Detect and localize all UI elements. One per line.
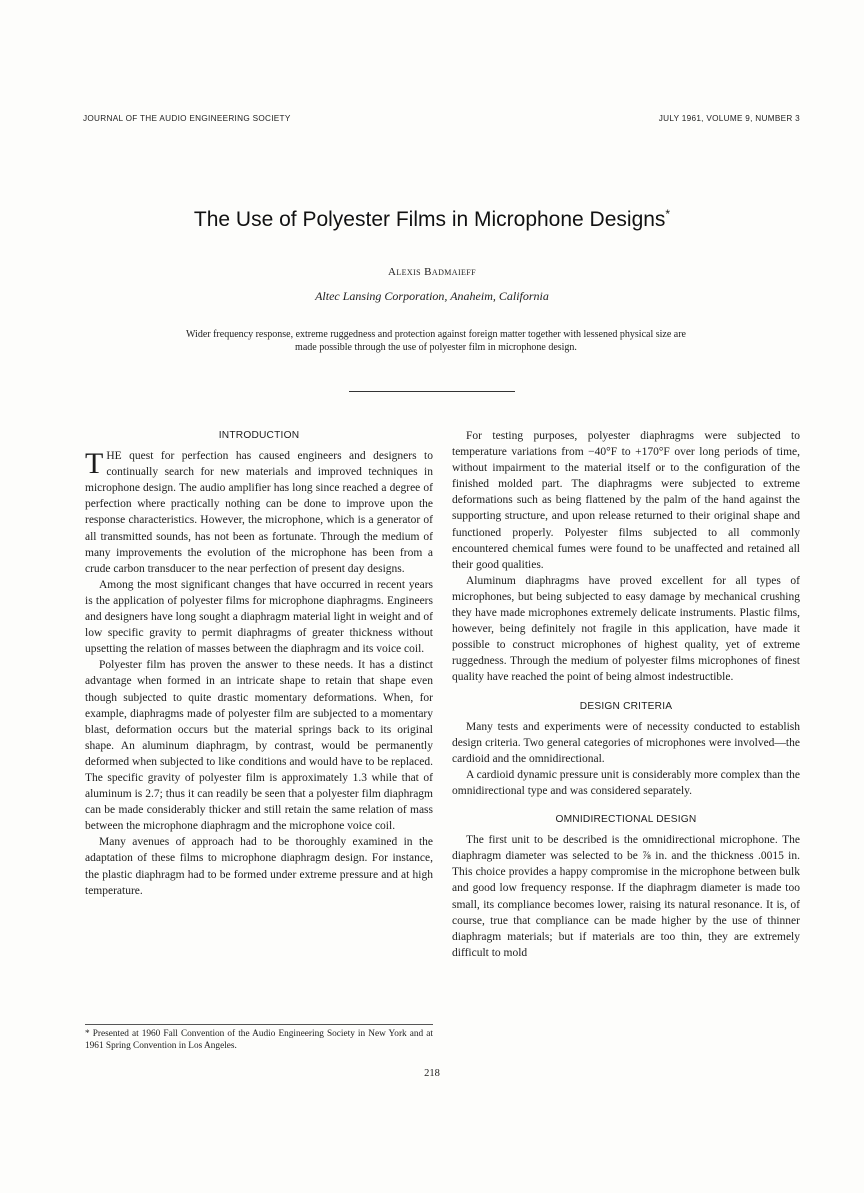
paper-title xyxy=(0,207,864,232)
drop-cap: T xyxy=(85,447,104,481)
section-heading-omnidirectional: OMNIDIRECTIONAL DESIGN xyxy=(555,814,697,826)
design-criteria-paragraph-2: A cardioid dynamic pressure unit is considerably more complex than the omnidirectional type and was considered separately. xyxy=(452,768,800,797)
intro-paragraph-1-text: HE quest for perfection has caused engineers and designers to continually search for new materials and improved techniques in microphone design. The audio amplifier has long since reached a degree of perfection where practically nothing can be done to improve upon the response characteristics. However, the microphone, which is a generator of all transmitted sounds, has not been as fortunate. Through the medium of many improvements the evolution of the microphone has been from a crude carbon transducer to the near perfection of present day designs. xyxy=(85,450,433,575)
footnote: * Presented at 1960 Fall Convention of the Audio Engineering Society in New York and at 1961 Spring Convention in Los Angeles. xyxy=(85,1024,433,1052)
intro-paragraph-1 xyxy=(85,448,433,577)
intro-paragraph-6: Aluminum diaphragms have proved excellent for all types of microphones, but being subjected to easy damage by mechanical crushing they have made microphones extremely delicate instruments. Plastic films, however, being definitely not fragile in this application, have made it possible to construct microphones of highest quality, yet of extreme ruggedness. Through the medium of polyester films microphones of finest quality have reached the point of being almost indestructible. xyxy=(452,574,800,684)
section-gap xyxy=(452,799,800,812)
intro-paragraph-3: Polyester film has proven the answer to these needs. It has a distinct advantage when formed in an intricate shape to retain that shape even though subjected to quite drastic momentary deformations. When, for example, diaphragms made of polyester film are subjected to a momentary blast, deformation occurs but the material springs back to its original shape. An aluminum diaphragm, by contrast, would be permanently deformed when subjected to like conditions and would have to be replaced. The specific gravity of polyester film is approximately 1.3 while that of aluminum is 2.7; thus it can readily be seen that a polyester film diaphragm can be made considerably thicker and still retain the same relation of mass between the microphone diaphragm and the microphone voice coil. xyxy=(85,659,433,833)
title-divider xyxy=(349,391,515,392)
intro-paragraph-2: Among the most significant changes that have occurred in recent years is the application of polyester films for microphone diaphragms. Engineers and designers have long sought a diaphragm material light in weight and of low specific gravity to permit diaphragms of greater thickness without upsetting the relation of masses between the diaphragm and its voice coil. xyxy=(85,578,433,656)
issue-info: JULY 1961, VOLUME 9, NUMBER 3 xyxy=(658,114,800,123)
left-column xyxy=(85,428,433,899)
intro-paragraph-4: Many avenues of approach had to be thoroughly examined in the adaptation of these films to microphone diaphragm design. For instance, the plastic diaphragm had to be formed under extreme pressure and at high temperature. xyxy=(85,836,433,897)
section-gap xyxy=(452,686,800,699)
journal-name: JOURNAL OF THE AUDIO ENGINEERING SOCIETY xyxy=(83,114,291,123)
title-footnote-mark: * xyxy=(665,207,671,221)
section-heading-introduction: INTRODUCTION xyxy=(218,430,300,441)
affiliation: Altec Lansing Corporation, Anaheim, California xyxy=(315,289,549,303)
intro-paragraph-5: For testing purposes, polyester diaphragms were subjected to temperature variations from −40°F to +170°F over long periods of time, without impairment to the material itself or to the configuration of the finished molded part. The diaphragms were subjected to extreme deformations such as being flattened by the palm of the hand against the supporting structure, and upon release returned to their original shape and functioned properly. Polyester films subjected to all commonly encountered chemical fumes were found to be unaffected and retained all their good qualities. xyxy=(452,430,800,571)
author: Alexis Badmaieff xyxy=(388,266,476,278)
right-column xyxy=(452,428,800,961)
abstract: Wider frequency response, extreme ruggedness and protection against foreign matter together with lessened physical size are made possible through the use of polyester film in microphone design. xyxy=(186,329,686,353)
omnidirectional-paragraph-1: The first unit to be described is the omnidirectional microphone. The diaphragm diameter was selected to be ⅞ in. and the thickness .0015 in. This choice provides a happy compromise in the microphone between bulk and good low frequency response. If the diaphragm diameter is made too small, its compliance becomes lower, raising its natural resonance. It is, of course, true that compliance can be made higher by the use of thinner diaphragm materials; but if materials are too thin, they are extremely difficult to mold xyxy=(452,834,800,959)
paper-title-text: The Use of Polyester Films in Microphone Designs xyxy=(193,208,666,231)
section-heading-design-criteria: DESIGN CRITERIA xyxy=(579,700,673,712)
design-criteria-paragraph-1: Many tests and experiments were of necessity conducted to establish design criteria. Two general categories of microphones were involved—the cardioid and the omnidirectional. xyxy=(452,720,800,765)
page-number: 218 xyxy=(424,1068,440,1079)
